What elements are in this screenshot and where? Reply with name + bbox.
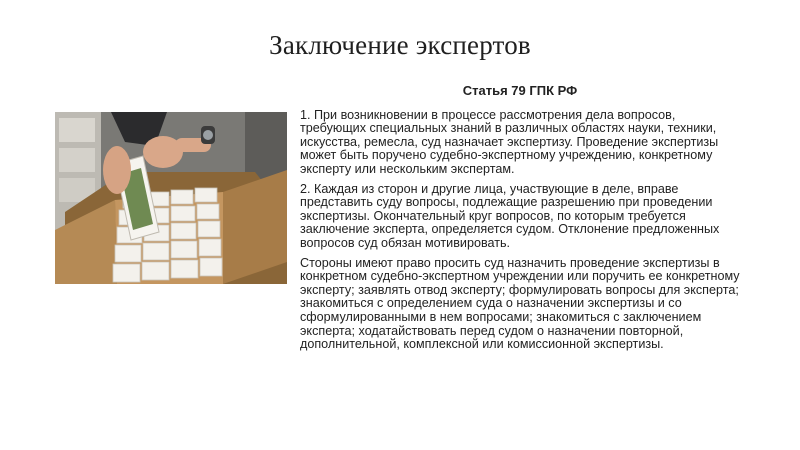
paragraph-1: 1. При возникновении в процессе рассмотрения дела вопросов, требующих специальных знаний в различных областях науки, техники, искусства, ремесла, суд назначает экспертизу. Проведение экспертизы может быть поручено судебно-экспертному учреждению, конкретному эксперту или нескольким экспертам. — [300, 107, 719, 176]
slide-title: Заключение экспертов — [269, 30, 531, 60]
paragraph-3: Стороны имеют право просить суд назначить проведение экспертизы в конкретном судебно-экспертном учреждении или поручить ее конкретному эксперту; заявлять отвод эксперту; формулировать вопросы для эксперта; знакомиться с определением суда о назначении экспертизы и со сформулированными в нем вопросами; знакомиться с заключением эксперта; ходатайствовать перед судом о назначении повторной, дополнительной, комплексной или комиссионной экспертизы. — [300, 255, 740, 352]
paragraph-2: 2. Каждая из сторон и другие лица, участвующие в деле, вправе представить суду вопросы, подлежащие разрешению при проведении экспертизы. Окончательный круг вопросов, по которым требуется заключение эксперта, определяется судом. Отклонение предложенных вопросов суд обязан мотивировать. — [300, 181, 720, 250]
article-content — [300, 84, 740, 358]
box-of-phones-photo — [55, 112, 287, 284]
article-heading: Статья 79 ГПК РФ — [462, 83, 578, 98]
